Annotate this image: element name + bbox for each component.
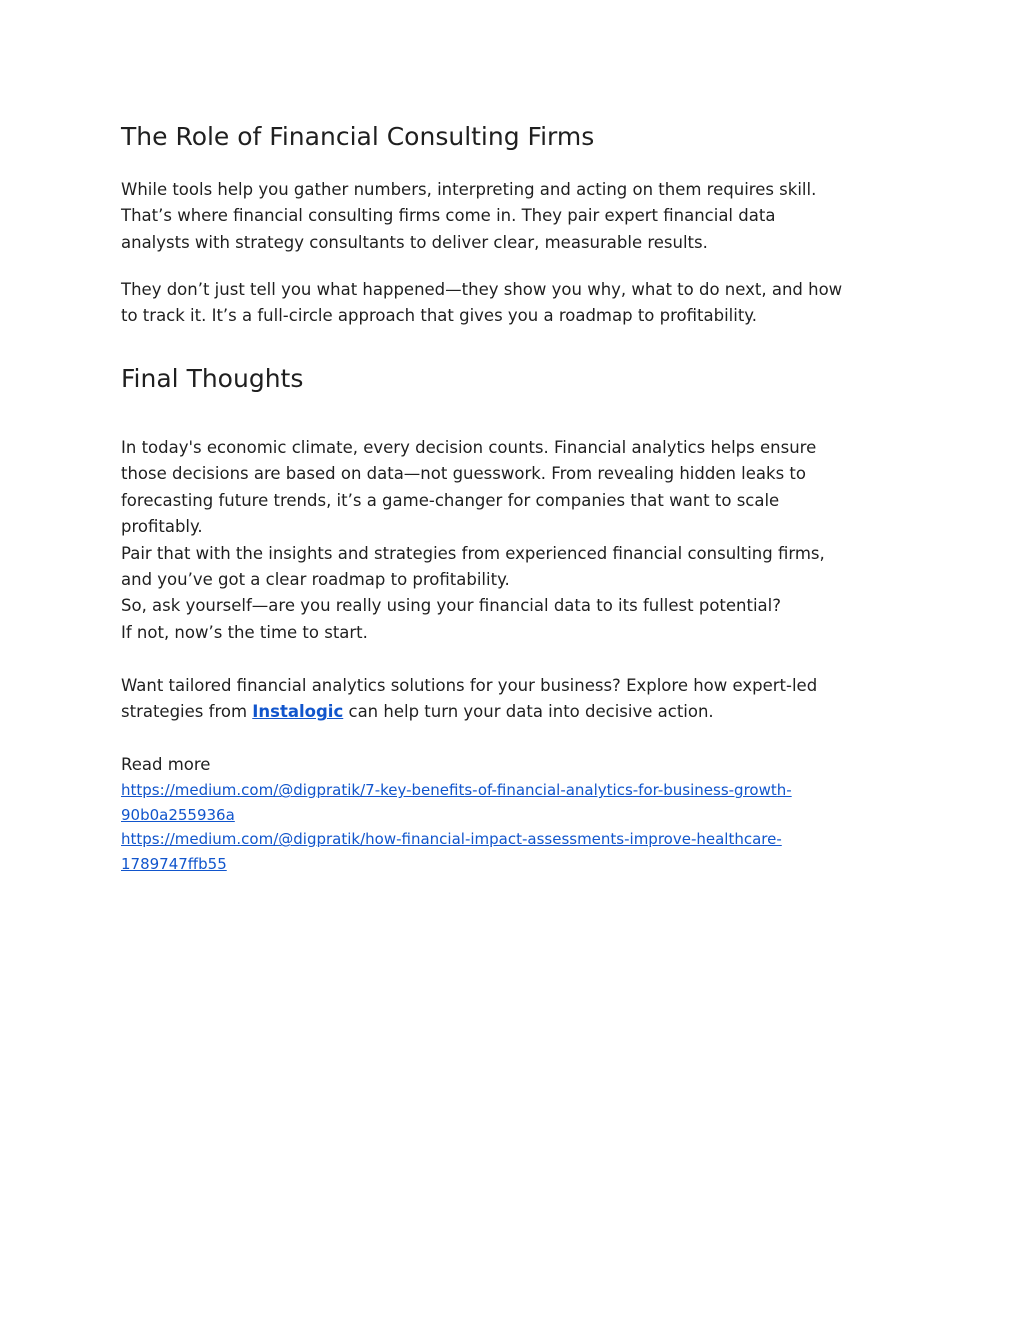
text-line: forecasting future trends, it’s a game-changer for companies that want to scale [121,490,780,510]
text-line: those decisions are based on data—not guesswork. From revealing hidden leaks to [121,464,806,484]
section-heading-final-thoughts: Final Thoughts [121,364,304,393]
url-line[interactable]: 1789747ffb55 [121,854,227,873]
cta-text-before: strategies from [121,702,253,722]
instalogic-link[interactable]: Instalogic [252,702,344,722]
text-line: So, ask yourself—are you really using your financial data to its fullest potential? [121,596,781,616]
section-heading-consulting-firms: The Role of Financial Consulting Firms [121,122,595,151]
read-more-section [121,752,901,876]
text-line: to track it. It’s a full-circle approach that gives you a roadmap to profitability. [121,306,757,326]
url-line[interactable]: https://medium.com/@digpratik/7-key-benefits-of-financial-analytics-for-business-growth- [121,781,792,800]
cta-text-after: can help turn your data into decisive action. [343,702,714,722]
text-line: If not, now’s the time to start. [121,622,368,642]
text-line: In today's economic climate, every decision counts. Financial analytics helps ensure [121,438,817,457]
text-line [121,699,901,725]
text-line: analysts with strategy consultants to deliver clear, measurable results. [121,232,708,252]
text-line: and you’ve got a clear roadmap to profitability. [121,570,510,590]
text-line: Want tailored financial analytics solutions for your business? Explore how expert-led [121,676,818,695]
paragraph-full-circle [121,277,901,330]
url-line[interactable]: 90b0a255936a [121,805,235,824]
read-more-label: Read more [121,755,211,774]
text-line: They don’t just tell you what happened—they show you why, what to do next, and how [121,280,843,299]
url-line[interactable]: https://medium.com/@digpratik/how-financial-impact-assessments-improve-healthcare- [121,830,782,849]
read-more-link-analytics-benefits[interactable] [121,778,901,827]
text-line: While tools help you gather numbers, interpreting and acting on them requires skill. [121,180,817,199]
paragraph-tools-intro [121,177,901,256]
paragraph-call-to-action [121,673,901,726]
paragraph-final-thoughts [121,435,901,646]
read-more-link-healthcare-assessments[interactable] [121,827,901,876]
text-line: Pair that with the insights and strategies from experienced financial consulting firms, [121,543,825,563]
text-line: profitably. [121,517,203,537]
text-line: That’s where financial consulting firms come in. They pair expert financial data [121,206,776,226]
